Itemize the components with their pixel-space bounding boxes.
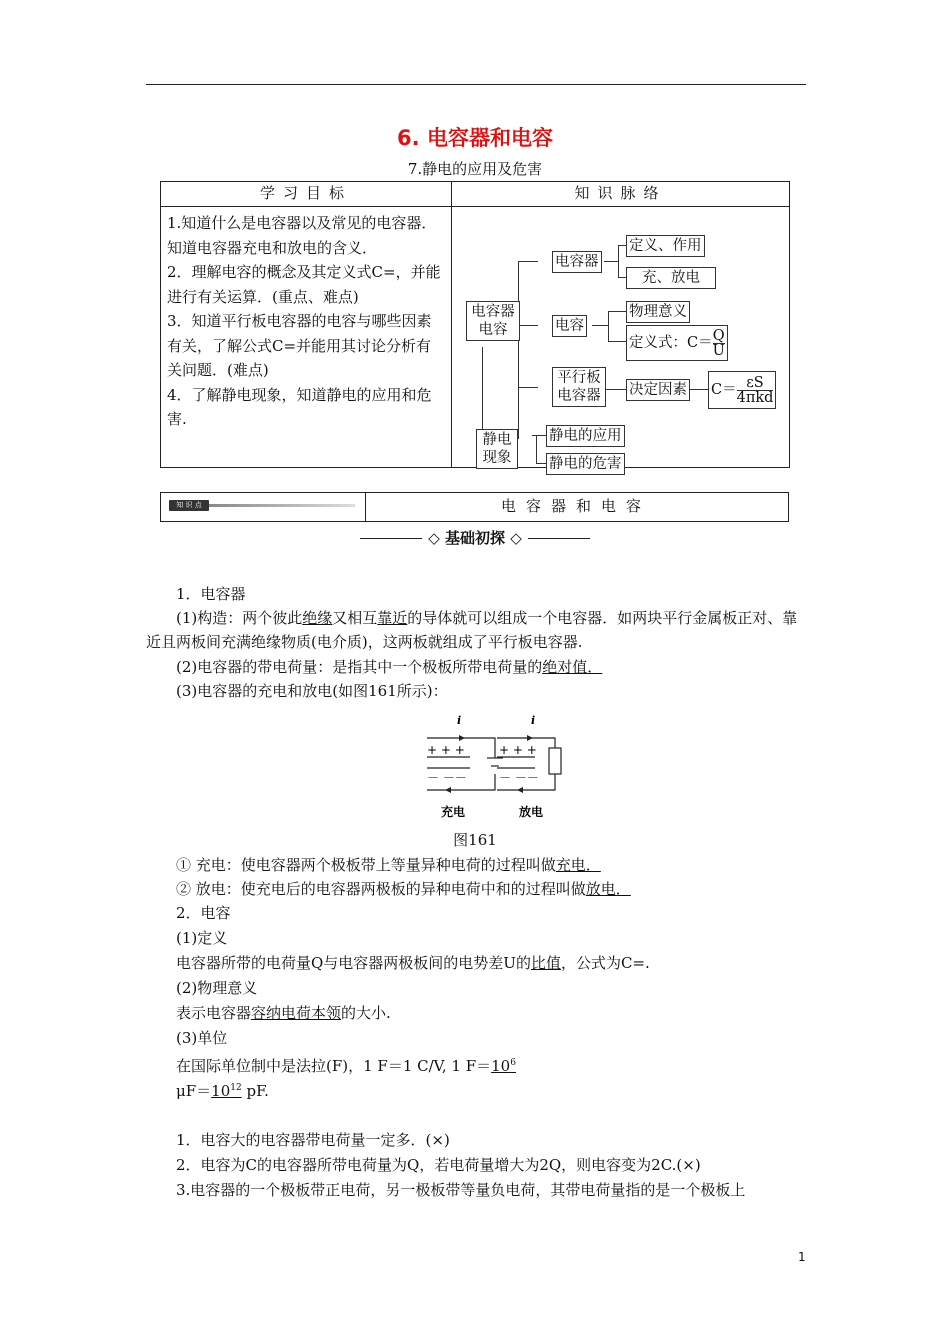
heading-capacitance: 2．电容 <box>176 904 231 922</box>
paragraph-unit: 在国际单位制中是法拉(F)，1 F＝1 C/V, 1 $F=10^6$ <box>176 1057 516 1075</box>
header-rule <box>146 84 806 85</box>
tag-bar <box>209 504 355 507</box>
paragraph-charging: ① 充电：使电容器两个极板带上等量异种电荷的过程叫做充电． <box>176 856 601 874</box>
mindmap-static-harm: 静电的危害 <box>546 453 625 475</box>
current-label-discharge: i <box>531 714 536 727</box>
paragraph-charge-amount: (2)电容器的带电荷量：是指其中一个极板所带电荷量的绝对值． <box>176 658 603 676</box>
paragraph-structure: (1)构造：两个彼此绝缘又相互靠近的导体就可以组成一个电容器．如两块平行金属板正对、靠近且两板间充满绝缘物质(电介质)，这两板就组成了平行板电容器. <box>146 609 798 651</box>
heading-physical-meaning: (2)物理意义 <box>176 979 258 997</box>
label-charge: 充电 <box>441 805 466 819</box>
mindmap-capacitor: 电容器 <box>552 251 602 273</box>
mindmap-static-use: 静电的应用 <box>546 425 625 447</box>
goals-table <box>160 181 790 472</box>
label-discharge: 放电 <box>519 805 544 819</box>
mindmap-parallel: 平行板 电容器 <box>552 367 606 407</box>
figure-caption: 图161 <box>453 831 497 849</box>
mindmap <box>452 207 790 472</box>
definition-fraction: $\frac{Q}{U}$ <box>712 327 725 359</box>
mindmap-root: 电容器 电容 <box>466 301 520 341</box>
goal-item: 3．知道平行板电容器的电容与哪些因素有关，了解公式C=并能用其讨论分析有关问题．(难点) <box>167 312 432 379</box>
goal-item: 2．理解电容的概念及其定义式C=，并能进行有关运算．(重点、难点) <box>167 263 441 306</box>
goals-header: 学习目标 <box>161 182 452 207</box>
minus-charges-right: － －－ <box>499 771 539 785</box>
heading-capacitor: 1．电容器 <box>176 585 246 603</box>
mindmap-definition: 定义式：C＝ $\frac{Q}{U}$ <box>626 325 728 361</box>
figure-charge-discharge <box>415 710 575 825</box>
goal-item: 1.知道什么是电容器以及常见的电容器．知道电容器充电和放电的含义． <box>167 214 437 257</box>
goal-item: 4．了解静电现象，知道静电的应用和危害. <box>167 385 432 428</box>
page-title: 6. 电容器和电容 <box>397 126 553 150</box>
banner-tag-area <box>160 492 366 522</box>
banner-title: 电容器和电容 <box>364 492 789 522</box>
mindmap-factors: 决定因素 <box>626 379 690 401</box>
page-subtitle: 7.静电的应用及危害 <box>407 160 543 178</box>
paragraph-charging-intro: (3)电容器的充电和放电(如图161所示)： <box>176 682 448 700</box>
judgement-2: 2．电容为C的电容器所带电荷量为Q，若电荷量增大为2Q，则电容变为2C.(×) <box>176 1156 701 1174</box>
paragraph-discharging: ② 放电：使充电后的电容器两极板的异种电荷中和的过程叫做放电． <box>176 880 631 898</box>
heading-unit: (3)单位 <box>176 1029 228 1047</box>
mindmap-header: 知识脉络 <box>452 182 790 207</box>
mindmap-static: 静电 现象 <box>476 429 518 469</box>
mindmap-capacitance: 电容 <box>552 315 587 337</box>
paragraph-physical-meaning: 表示电容器容纳电荷本领的大小. <box>176 1004 391 1022</box>
knowledge-tag: 知 识 点 <box>169 500 209 511</box>
heading-definition: (1)定义 <box>176 929 228 947</box>
formula-fraction: $\frac{\varepsilon S}{\text{4πkd}}$ <box>736 374 774 406</box>
minus-charges-left: － －－ <box>427 771 467 785</box>
mindmap-formula: C＝ $\frac{\varepsilon S}{\text{4πkd}}$ <box>708 371 776 409</box>
judgement-1: 1．电容大的电容器带电荷量一定多．(×) <box>176 1131 450 1149</box>
judgement-3: 3.电容器的一个极板带正电荷，另一极板带等量负电荷，其带电荷量指的是一个极板上 <box>176 1181 746 1199</box>
paragraph-unit-2: $\mu F=10^{12}$ pF. <box>176 1082 269 1100</box>
plus-charges-left: + + + <box>427 743 465 757</box>
section-heading: ◇ 基础初探 ◇ <box>0 527 950 548</box>
page-number: 1 <box>798 1250 806 1264</box>
goals-list <box>161 207 452 468</box>
mindmap-cap-def: 定义、作用 <box>626 235 705 257</box>
paragraph-definition: 电容器所带的电荷量Q与电容器两极板间的电势差U的比值，公式为C=. <box>176 954 650 972</box>
mindmap-cap-charge: 充、放电 <box>626 267 716 289</box>
mindmap-phys-meaning: 物理意义 <box>626 301 690 323</box>
plus-charges-right: + + + <box>499 743 537 757</box>
current-label-charge: i <box>457 714 462 727</box>
